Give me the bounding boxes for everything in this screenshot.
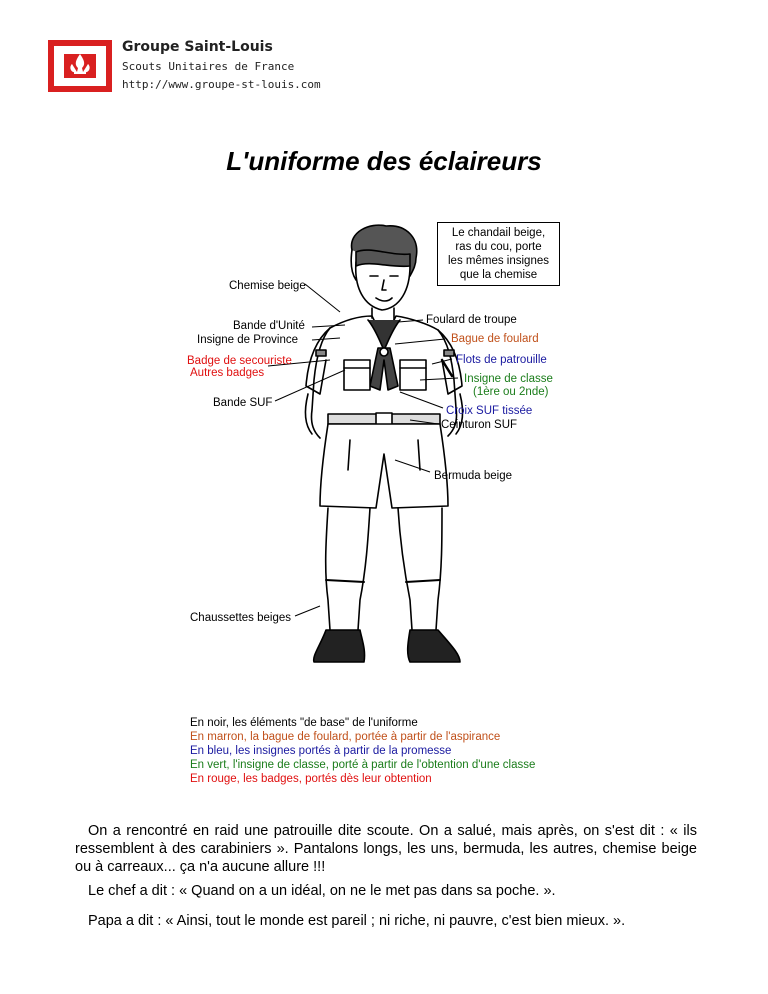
paragraph-2: Le chef a dit : « Quand on a un idéal, on ne le met pas dans sa poche. ». (88, 883, 556, 899)
sweater-note-line: ras du cou, porte (455, 241, 542, 253)
label-bande-suf: Bande SUF (213, 397, 273, 409)
legend-green: En vert, l'insigne de classe, porté à partir de l'obtention d'une classe (190, 759, 536, 771)
legend-red: En rouge, les badges, portés dès leur obtention (190, 773, 432, 785)
sweater-note-line: Le chandail beige, (451, 227, 546, 239)
color-legend (190, 716, 535, 786)
sweater-note-box (437, 222, 560, 286)
label-autres-badges: Autres badges (190, 367, 265, 379)
label-chaussettes: Chaussettes beiges (190, 612, 292, 624)
sweater-note-line: les mêmes insignes (448, 255, 549, 267)
label-insigne-classe: Insigne de classe (464, 373, 553, 385)
org-name: Groupe Saint-Louis (122, 39, 273, 55)
label-badge-secouriste: Badge de secouriste (187, 355, 292, 367)
label-bande-unite: Bande d'Unité (233, 320, 305, 332)
paragraph-3: Papa a dit : « Ainsi, tout le monde est pareil ; ni riche, ni pauvre, c'est bien mieux. ». (88, 913, 626, 929)
label-foulard-troupe: Foulard de troupe (426, 314, 517, 326)
label-ceinturon: Ceinturon SUF (441, 419, 518, 431)
label-chemise: Chemise beige (229, 280, 306, 292)
sweater-note-line: que la chemise (459, 269, 538, 281)
legend-blue: En bleu, les insignes portés à partir de la promesse (190, 745, 452, 757)
org-url[interactable]: http://www.groupe-st-louis.com (122, 78, 321, 91)
legend-black: En noir, les éléments "de base" de l'uniforme (190, 717, 418, 729)
label-flots-patrouille: Flots de patrouille (456, 354, 547, 366)
label-insigne-province: Insigne de Province (197, 334, 299, 346)
paragraph-1: On a rencontré en raid une patrouille dite scoute. On a salué, mais après, on s'est dit : « ils ressemblent à des carabiniers ». Pantalons longs, les uns, bermuda, les autres, chemise beige ou à carreaux... ça n'a aucune allure !!! (75, 823, 697, 875)
org-subtitle: Scouts Unitaires de France (122, 60, 295, 73)
label-bague-foulard: Bague de foulard (451, 333, 539, 345)
label-croix-suf: Croix SUF tissée (446, 405, 533, 417)
label-bermuda: Bermuda beige (434, 470, 512, 482)
page-title: L'uniforme des éclaireurs (226, 146, 542, 176)
legend-brown: En marron, la bague de foulard, portée à partir de l'aspirance (190, 731, 501, 743)
label-insigne-classe-detail: (1ère ou 2nde) (473, 386, 549, 398)
